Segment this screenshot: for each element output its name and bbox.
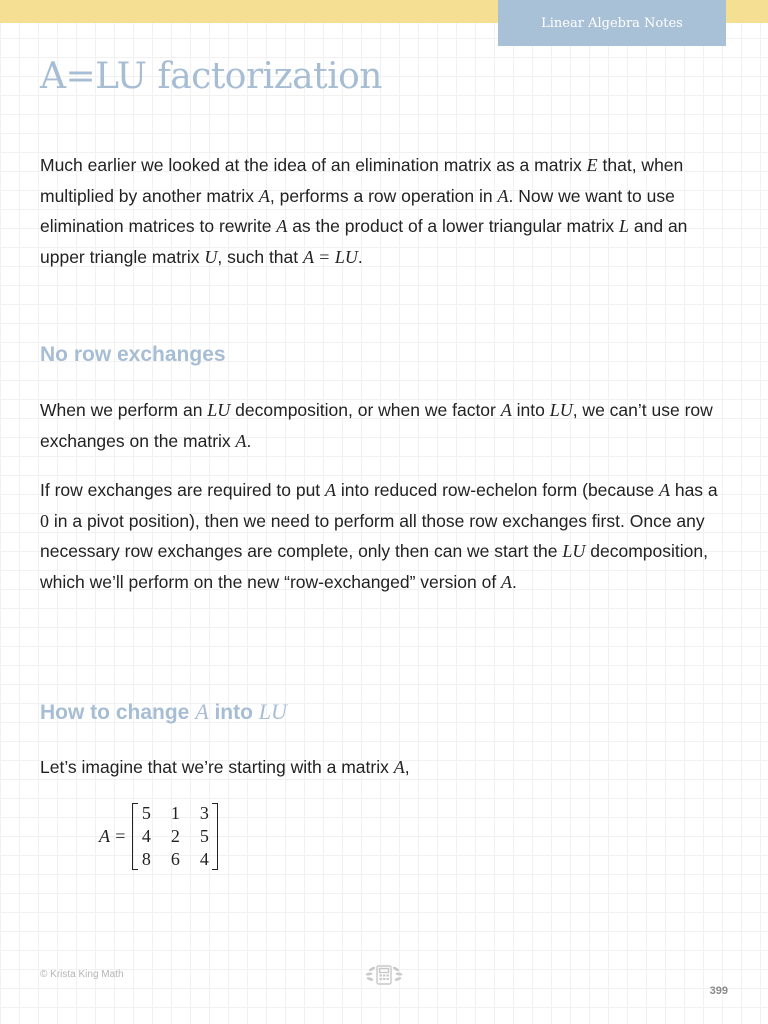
math-A: A <box>500 400 512 420</box>
paragraph-text: decomposition, or when we factor <box>230 400 501 420</box>
math-A: A <box>501 571 513 592</box>
matrix-cell: 1 <box>170 803 180 823</box>
intro-text: Much earlier we looked at the idea of an elimination matrix as a matrix <box>40 155 587 175</box>
paragraph-text: decomposition, which we’ll perform on the new “row-exchanged” version of <box>40 541 708 592</box>
intro-text: , performs a row operation in <box>269 185 498 206</box>
paragraph-text: has a <box>669 480 718 500</box>
math-U: U <box>204 246 218 267</box>
matrix-cell: 4 <box>199 849 209 869</box>
section-heading-change-a-into-lu <box>40 699 287 725</box>
paragraph-text: , we can’t use row exchanges on the matrix <box>40 400 713 451</box>
matrix-a <box>132 803 218 870</box>
header-tab <box>498 0 726 46</box>
matrix-cell: 3 <box>199 803 209 823</box>
paragraph-text: , <box>404 757 410 777</box>
math-zero: 0 <box>40 510 49 531</box>
page-title: A=LU factorization <box>40 56 382 97</box>
section1-paragraph-2 <box>40 475 730 597</box>
matrix-cell: 5 <box>141 803 151 823</box>
bracket-corner <box>133 803 138 804</box>
math-LU: LU <box>549 400 573 420</box>
matrix-cell: 2 <box>170 826 180 846</box>
copyright-text: © Krista King Math <box>40 969 124 980</box>
paragraph-text: into <box>511 400 550 420</box>
bracket-corner <box>212 869 217 870</box>
bracket-corner <box>212 803 217 804</box>
math-E: E <box>586 155 598 175</box>
matrix-cell: 5 <box>199 826 209 846</box>
intro-text: , such that <box>217 246 303 267</box>
math-A: A <box>658 480 670 500</box>
bracket-corner <box>133 869 138 870</box>
paragraph-text: Let’s imagine that we’re starting with a matrix <box>40 757 394 777</box>
intro-text: . <box>357 246 363 267</box>
matrix-cell: 4 <box>141 826 151 846</box>
paragraph-text: . <box>246 430 252 451</box>
matrix-cell: 6 <box>170 849 180 869</box>
paragraph-text: If row exchanges are required to put <box>40 480 326 500</box>
math-A: A <box>195 699 209 724</box>
math-A: A <box>393 757 405 777</box>
section2-paragraph-1 <box>40 752 730 783</box>
math-A: A <box>235 430 247 451</box>
math-A: A <box>325 480 337 500</box>
paragraph-text: When we perform an <box>40 400 208 420</box>
math-LU: LU <box>258 699 287 724</box>
intro-text: that, when multiplied by another matrix <box>40 155 684 206</box>
intro-text: and an upper triangle matrix <box>40 216 688 267</box>
heading-text: into <box>208 701 259 724</box>
math-equation: A = LU <box>303 246 358 267</box>
header-tab-label: Linear Algebra Notes <box>541 15 683 31</box>
heading-text: How to change <box>40 701 196 724</box>
paragraph-text: . <box>512 571 517 592</box>
page-number: 399 <box>709 985 728 997</box>
matrix-cell: 8 <box>141 849 151 869</box>
section-heading-no-row-exchanges: No row exchanges <box>40 343 226 366</box>
math-A: A <box>258 185 270 206</box>
intro-paragraph <box>40 150 730 272</box>
intro-text: as the product of a lower triangular matrix <box>287 216 620 236</box>
matrix-equation <box>99 803 218 870</box>
math-A: A <box>497 185 509 206</box>
matrix-lhs: A = <box>99 826 127 846</box>
math-LU: LU <box>562 541 586 561</box>
section1-paragraph-1 <box>40 395 730 456</box>
math-A: A <box>276 216 288 236</box>
calculator-laurel-icon <box>360 961 408 989</box>
math-L: L <box>619 216 630 236</box>
paragraph-text: into reduced row-echelon form (because <box>336 480 659 500</box>
paragraph-text: in a pivot position), then we need to perform all those row exchanges first. Once any necessary row exchanges are complete, only then can we start the <box>40 510 705 561</box>
math-LU: LU <box>207 400 231 420</box>
intro-text: . Now we want to use elimination matrices to rewrite <box>40 185 675 236</box>
